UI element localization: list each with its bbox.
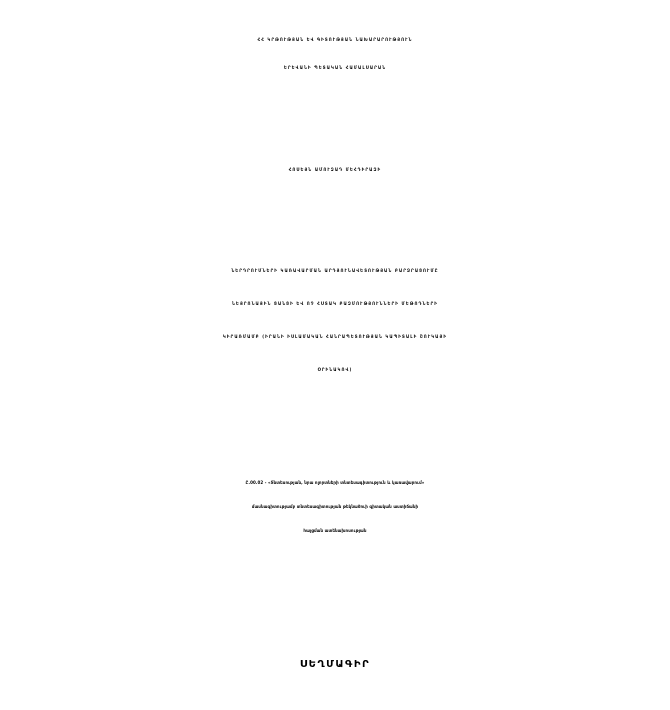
thesis-title-line-4: ՕՐԻՆԱԿՈՎ) — [317, 367, 353, 372]
thesis-title-line-1: ՆԵՐԴՐՈՒՄՆԵՐԻ ԿԱՌԱՎԱՐՄԱՆ ԱՐԴՅՈՒՆԱՎԵՏՈՒԹՅԱՆ ԲԱՐՁՐԱՑՈՒՄԸ — [231, 268, 439, 273]
specialty-line-3: հայցման ատենախոսության — [303, 528, 367, 533]
thesis-title-line-3: ԿԻՐԱՌՄԱՄԲ (ԻՐԱՆԻ ԻՍԼԱՄԱԿԱՆ ՀԱՆՐԱՊԵՏՈՒԹՅԱՆ ԿԱՊԻՏԱԼԻ ՇՈՒԿԱՅԻ — [222, 334, 448, 339]
university-name: ԵՐԵՎԱՆԻ ՊԵՏԱԿԱՆ ՀԱՄԱԼՍԱՐԱՆ — [283, 65, 387, 70]
author-name: ՀՈՍԵՅՆ ԱՄՈՒԶԱԴ ՄԵՀԴԻՐԱԶԻ — [288, 167, 382, 172]
specialty-line-1: Ը.00.02 - «Տնտեսության, նրա ոլորտների տնտեսագիտություն և կառավարում» — [245, 480, 425, 485]
document-type-heading: ՍԵՂՄԱԳԻՐ — [299, 659, 371, 670]
specialty-line-2: մասնագիտությամբ տնտեսագիտության թեկնածուի գիտական աստիճանի — [251, 504, 419, 509]
thesis-title-line-2: ՆԵՅՐՈՆԱՅԻՆ ՑԱՆՑԻ ԵՎ ՈՉ ՀՍՏԱԿ ԲԱԶՄՈՒԹՅՈՒՆՆԵՐԻ ՄԵԹՈԴՆԵՐԻ — [231, 301, 439, 306]
ministry-name: ՀՀ ԿՐԹՈՒԹՅԱՆ ԵՎ ԳԻՏՈՒԹՅԱՆ ՆԱԽԱՐԱՐՈՒԹՅՈՒՆ — [257, 37, 413, 42]
